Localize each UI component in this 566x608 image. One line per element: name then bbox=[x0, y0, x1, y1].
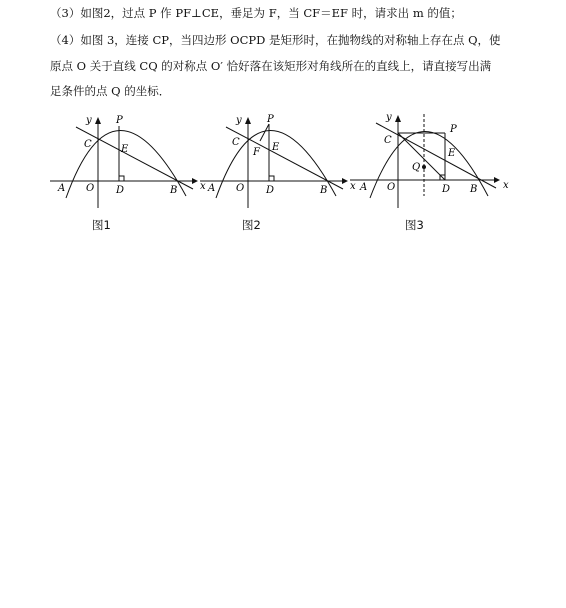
point-q bbox=[422, 165, 426, 169]
label-a: A bbox=[208, 183, 216, 194]
label-p: P bbox=[267, 114, 274, 125]
right-angle-mark bbox=[119, 176, 124, 181]
label-y: y bbox=[386, 112, 392, 123]
label-e: E bbox=[121, 144, 129, 155]
label-p: P bbox=[116, 115, 123, 126]
label-y: y bbox=[236, 115, 242, 126]
y-axis-arrow bbox=[395, 115, 401, 122]
label-d: D bbox=[442, 184, 451, 195]
label-o: O bbox=[236, 183, 245, 194]
label-f: F bbox=[253, 147, 260, 158]
label-a: A bbox=[360, 182, 368, 193]
label-o: O bbox=[387, 182, 396, 193]
label-e: E bbox=[448, 148, 456, 159]
y-axis-arrow bbox=[95, 117, 101, 124]
label-o: O bbox=[86, 183, 95, 194]
label-d: D bbox=[116, 185, 125, 196]
question-4-line-3: 足条件的点 Q 的坐标． bbox=[50, 84, 171, 98]
label-p: P bbox=[450, 124, 457, 135]
line-cb bbox=[226, 127, 343, 189]
label-x: x bbox=[350, 181, 356, 192]
x-axis-arrow bbox=[494, 177, 500, 183]
question-3-text: （3）如图2，过点 P 作 PF⊥CE，垂足为 F，当 CF＝EF 时，请求出 m 的值； bbox=[50, 6, 462, 20]
label-b: B bbox=[170, 185, 178, 196]
label-a: A bbox=[58, 183, 66, 194]
label-e: E bbox=[272, 142, 280, 153]
figure-2-caption: 图2 bbox=[242, 218, 261, 232]
label-x: x bbox=[503, 180, 509, 191]
y-axis-arrow bbox=[245, 117, 251, 124]
label-b: B bbox=[470, 184, 478, 195]
figure-1-caption: 图1 bbox=[92, 218, 111, 232]
right-angle-mark bbox=[269, 176, 274, 181]
figure-3-caption: 图3 bbox=[405, 218, 424, 232]
label-y: y bbox=[86, 115, 92, 126]
label-x: x bbox=[200, 181, 206, 192]
label-c: C bbox=[232, 137, 240, 148]
label-d: D bbox=[266, 185, 275, 196]
figure-3-diagram bbox=[348, 108, 513, 215]
question-4-line-2: 原点 O 关于直线 CQ 的对称点 O′ 恰好落在该矩形对角线所在的直线上，请直接写出满 bbox=[50, 59, 492, 73]
question-4-line-1: （4）如图 3，连接 CP，当四边形 OCPD 是矩形时，在抛物线的对称轴上存在点 Q，使 bbox=[50, 33, 501, 47]
figure-2-diagram bbox=[198, 110, 358, 215]
label-c: C bbox=[384, 135, 392, 146]
figure-1-diagram bbox=[48, 110, 208, 215]
line-cb bbox=[76, 127, 193, 189]
label-b: B bbox=[320, 185, 328, 196]
label-c: C bbox=[84, 139, 92, 150]
label-q: Q bbox=[412, 162, 421, 173]
